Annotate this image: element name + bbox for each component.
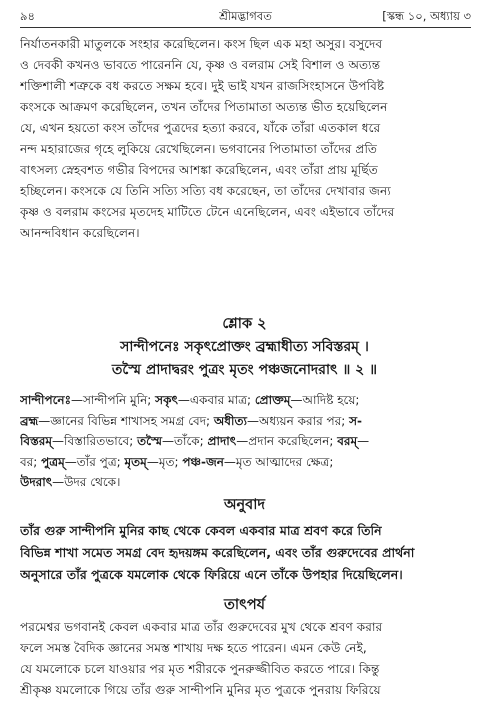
purport-paragraph (20, 617, 472, 701)
translation-line: তাঁর গুরু সান্দীপনি মুনির কাছ থেকে কেবল একবার মাত্র শ্রবণ করে তিনি (20, 523, 382, 538)
text-line: বাৎসল্য স্নেহবশত গভীর বিপদের আশঙ্কা করেছিলেন, এবং তাঁরা প্রায় মূর্ছিত (20, 163, 378, 177)
synonym-meaning: —জ্ঞানের বিভিন্ন শাখাসহ সমগ্র বেদ; (38, 413, 214, 428)
synonym-meaning: —একবার মাত্র; (177, 393, 255, 407)
page-header (20, 6, 471, 26)
synonym-term: উদরাৎ (20, 475, 53, 489)
purport-line: ফলে সমস্ত বৈদিক জ্ঞানের সমস্ত শাখায় দক্ষ হতে পারেন। এমন কেউ নেই, (20, 641, 367, 655)
synonym-meaning: —মৃত; (146, 454, 183, 469)
synonym-term: বিস্তরম্ (20, 434, 53, 448)
synonym-meaning: —প্রদান করেছিলেন; (236, 434, 338, 448)
synonyms-line (20, 411, 472, 432)
translation-heading: অনুবাদ (223, 497, 266, 513)
synonym-meaning: —তাঁকে; (161, 434, 208, 448)
synonym-term: বরম্ (337, 434, 358, 448)
synonym-meaning: —সান্দীপনি মুনি; (71, 393, 156, 407)
text-line: যে, এখন হয়তো কংস তাঁদের পুত্রদের হত্যা করবে, যাঁকে তাঁরা এতকাল ধরে (20, 121, 381, 135)
synonym-meaning: —আদিষ্ট হয়ে; (290, 393, 360, 407)
verse-line: সান্দীপনেঃ সকৃৎপ্রোক্তং ব্রহ্মাধীত্য সবিস্তরম্ । (120, 339, 369, 355)
synonym-term: সকৃৎ (155, 393, 178, 407)
synonym-term: পুত্রম্ (41, 454, 65, 469)
synonym-meaning: —উদর থেকে। (52, 475, 121, 489)
synonym-term: পঞ্চ-জন (182, 454, 224, 469)
text-line: নির্যাতনকারী মাতুলকে সংহার করেছিলেন। কংস ছিল এক মহা অসুর। বসুদেব (20, 37, 383, 51)
synonym-meaning: —অধ্যয়ন করার পর; (246, 413, 350, 428)
text-line: ও দেবকী কখনও ভাবতে পারেননি যে, কৃষ্ণ ও বলরাম সেই বিশাল ও অত্যন্ত (20, 58, 381, 72)
text-line: নন্দ মহারাজের গৃহে লুকিয়ে রেখেছিলেন। ভগবানের পিতামাতা তাঁদের প্রতি (20, 142, 378, 156)
purport-line: শ্রীকৃষ্ণ যমলোকে গিয়ে তাঁর গুরু সান্দীপনি মুনির মৃত পুত্রকে পুনরায় ফিরিয়ে (20, 683, 381, 697)
text-line: আনন্দবিধান করেছিলেন। (20, 226, 140, 240)
synonym-term: প্রোক্তম্ (254, 393, 291, 407)
synonym-meaning: — (357, 434, 370, 448)
translation-line: বিভিন্ন শাখা সমেত সমগ্র বেদ হৃদয়ঙ্গম করেছিলেন, এবং তাঁর গুরুদেবের প্রার্থনা (20, 545, 415, 560)
synonym-meaning: —মৃত আত্মাদের ক্ষেত্র; (223, 454, 334, 469)
text-line: কংসকে আক্রমণ করেছিলেন, তখন তাঁদের পিতামাতা অত্যন্ত ভীত হয়েছিলেন (20, 100, 388, 114)
translation-paragraph (20, 520, 472, 586)
synonym-term: তস্মৈ (137, 434, 162, 448)
synonym-meaning: —তাঁর পুত্র; (64, 454, 125, 469)
synonym-term: প্রাদাৎ (207, 434, 237, 448)
verse-heading: শ্লোক ২ (222, 316, 267, 332)
chapter-reference: [স্কন্ধ ১০, অধ্যায় ৩ (382, 9, 471, 23)
synonyms-line (20, 431, 472, 452)
synonyms-line (20, 472, 472, 493)
verse-line: তস্মৈ প্রাদাদ্বরং পুত্রং মৃতং পঞ্চজনোদরাৎ ॥ ২ ॥ (111, 362, 378, 378)
purport-line: পরমেশ্বর ভগবানই কেবল একবার মাত্র তাঁর গুরুদেবের মুখ থেকে শ্রবণ করার (20, 620, 383, 634)
synonym-term: সান্দীপনেঃ (20, 393, 71, 407)
purport-line: যে যমলোকে চলে যাওয়ার পর মৃত শরীরকে পুনরুজ্জীবিত করতে পারে। কিন্তু (20, 662, 380, 676)
synonym-term: স- (349, 413, 363, 428)
text-line: শক্তিশালী শত্রুকে বধ করতে সক্ষম হবে। দুই ভাই যখন রাজসিংহাসনে উপবিষ্ট (20, 79, 385, 93)
synonyms-line (20, 390, 472, 411)
text-line: কৃষ্ণ ও বলরাম কংসের মৃতদেহ মাটিতে টেনে এনেছিলেন, এবং এইভাবে তাঁদের (20, 205, 395, 219)
synonyms-line (20, 452, 472, 473)
synonym-term: অধীত্য (213, 413, 247, 428)
header-divider (20, 27, 471, 28)
page-number: ৯৪ (20, 9, 35, 23)
synonyms-section (20, 390, 472, 493)
synonym-term: মৃতম্ (124, 454, 147, 469)
book-title: শ্রীমদ্ভাগবত (219, 9, 272, 23)
purport-heading: তাৎপর্য (223, 597, 266, 613)
synonym-meaning: বর; (20, 454, 42, 469)
synonym-meaning: —বিস্তারিতভাবে; (52, 434, 138, 448)
intro-paragraph (20, 34, 472, 244)
text-line: হচ্ছিলেন। কংসকে যে তিনি সত্যি সত্যি বধ করেছেন, তা তাঁদের দেখাবার জন্য (20, 184, 391, 198)
translation-line: অনুসারে তাঁর পুত্রকে যমলোক থেকে ফিরিয়ে এনে তাঁকে উপহার দিয়েছিলেন। (20, 567, 403, 582)
synonym-term: ব্রহ্ম (20, 413, 39, 428)
